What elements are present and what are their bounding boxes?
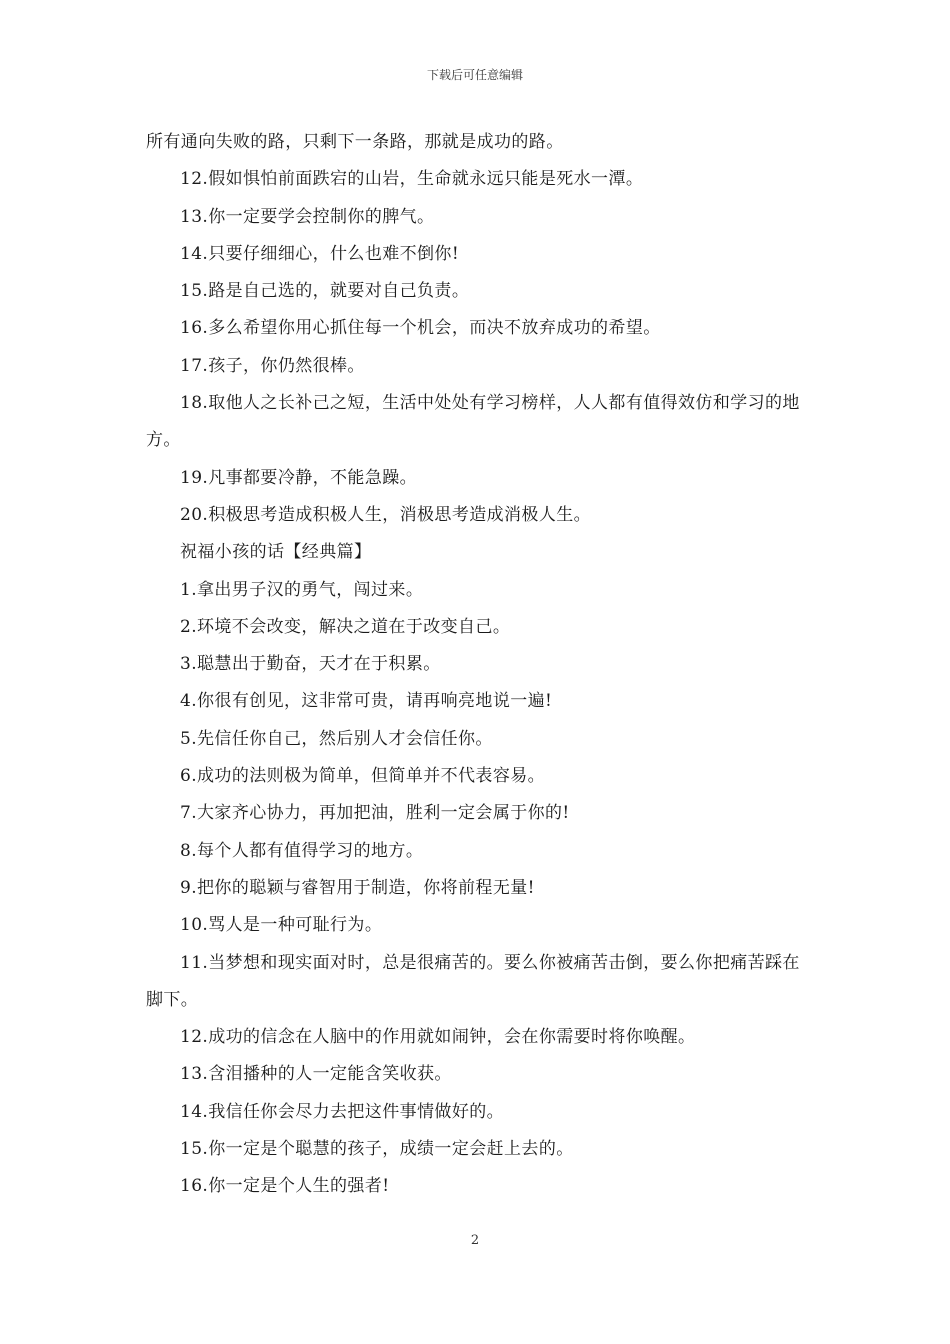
page-number: 2 xyxy=(470,1233,480,1248)
list-item: 12.成功的信念在人脑中的作用就如闹钟，会在你需要时将你唤醒。 xyxy=(180,1027,696,1048)
paragraph-continuation: 所有通向失败的路，只剩下一条路，那就是成功的路。 xyxy=(146,132,564,152)
document-body xyxy=(146,124,806,1206)
list-item: 3.聪慧出于勤奋，天才在于积累。 xyxy=(180,654,441,675)
list-item: 13.你一定要学会控制你的脾气。 xyxy=(180,206,435,227)
list-item: 2.环境不会改变，解决之道在于改变自己。 xyxy=(180,616,511,637)
list-item: 17.孩子，你仍然很棒。 xyxy=(180,355,365,376)
list-item: 9.把你的聪颖与睿智用于制造，你将前程无量! xyxy=(180,877,535,898)
page-header: 下载后可任意编辑 xyxy=(426,68,523,82)
list-item: 7.大家齐心协力，再加把油，胜利一定会属于你的! xyxy=(180,803,570,824)
list-item: 15.你一定是个聪慧的孩子，成绩一定会赶上去的。 xyxy=(180,1139,574,1160)
list-item: 19.凡事都要冷静，不能急躁。 xyxy=(180,467,418,488)
list-item: 13.含泪播种的人一定能含笑收获。 xyxy=(180,1064,452,1085)
list-item: 6.成功的法则极为简单，但简单并不代表容易。 xyxy=(180,766,546,787)
list-item: 15.路是自己选的，就要对自己负责。 xyxy=(180,281,470,302)
list-item: 14.我信任你会尽力去把这件事情做好的。 xyxy=(180,1101,505,1122)
list-item: 8.每个人都有值得学习的地方。 xyxy=(180,840,424,861)
list-item: 16.多么希望你用心抓住每一个机会，而决不放弃成功的希望。 xyxy=(180,318,661,339)
list-item: 5.先信任你自己，然后别人才会信任你。 xyxy=(180,728,493,749)
list-item: 20.积极思考造成积极人生，消极思考造成消极人生。 xyxy=(180,504,592,525)
section-heading: 祝福小孩的话【经典篇】 xyxy=(180,542,372,563)
list-item: 10.骂人是一种可耻行为。 xyxy=(180,915,383,936)
list-item: 1.拿出男子汉的勇气，闯过来。 xyxy=(180,579,424,600)
list-item: 4.你很有创见，这非常可贵，请再响亮地说一遍! xyxy=(180,691,553,712)
list-item: 12.假如惧怕前面跌宕的山岩，生命就永远只能是死水一潭。 xyxy=(180,169,644,190)
list-item: 18.取他人之长补己之短，生活中处处有学习榜样，人人都有值得效仿和学习的地方。 xyxy=(146,393,800,451)
list-item: 16.你一定是个人生的强者! xyxy=(180,1176,390,1197)
list-item: 14.只要仔细细心，什么也难不倒你! xyxy=(180,243,460,264)
list-item: 11.当梦想和现实面对时，总是很痛苦的。要么你被痛苦击倒，要么你把痛苦踩在脚下。 xyxy=(146,952,800,1010)
